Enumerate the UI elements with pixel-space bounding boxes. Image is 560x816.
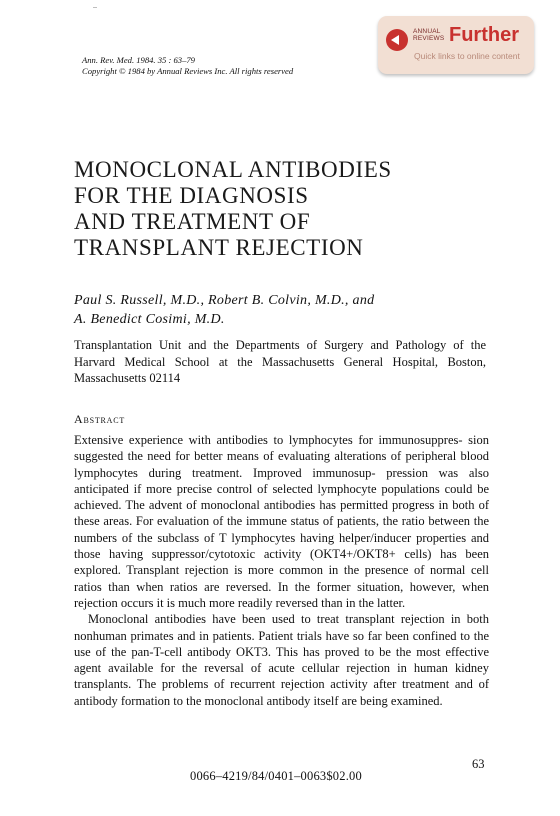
journal-citation bbox=[82, 55, 293, 77]
page-number: 63 bbox=[472, 757, 485, 771]
abstract-paragraph: Monoclonal antibodies have been used to treat transplant rejection in both nonhuman primates and in patients. Patient trials have so far been confined to the use of the pan-T-cell antibody OKT3. This has proved to be the most effective agent available for the reversal of acute cellular rejection in human kidney transplants. The problems of recurrent rejection activity after treatment and of antibody formation to the monoclonal antibody itself are being examined. bbox=[74, 612, 489, 708]
abstract-body bbox=[74, 432, 489, 709]
authors bbox=[74, 291, 374, 329]
title-line: FOR THE DIAGNOSIS bbox=[74, 183, 309, 208]
journal-line: Ann. Rev. Med. 1984. 35 : 63–79 bbox=[82, 55, 195, 65]
abstract-paragraph: Extensive experience with antibodies to lymphocytes for immunosuppres- sion suggested the need for better means of evaluating alterations of peripheral blood lymphocytes during treatment. Improved immunosup- pression was also anticipated if more precise control of selected lymphocyte populations could be achieved. The advent of monoclonal antibodies has permitted progress in both of these areas. For evaluation of the immune status of patients, the ratio between the numbers of the subclass of T lymphocytes having helper/inducer properties and those having suppressor/cytotoxic activity (OKT4+/OKT8+ cells) has been explored. Transplant rejection is more common in the presence of normal cell ratios than when ratios are reversed. In the former situation, however, when rejection occurs it is much more readily reversed than in the latter. bbox=[74, 433, 489, 610]
article-title bbox=[74, 157, 392, 261]
further-tagline: Quick links to online content bbox=[414, 51, 520, 61]
brand-bottom: REVIEWS bbox=[413, 35, 445, 42]
authors-line: Paul S. Russell, M.D., Robert B. Colvin, M.D., and bbox=[74, 293, 375, 308]
abstract-heading: Abstract bbox=[74, 412, 126, 426]
annual-reviews-wordmark bbox=[413, 28, 444, 42]
scan-mark: .. bbox=[93, 1, 97, 10]
issn-line: 0066–4219/84/0401–0063$02.00 bbox=[190, 769, 362, 783]
copyright-line: Copyright © 1984 by Annual Reviews Inc. All rights reserved bbox=[82, 66, 294, 76]
further-badge[interactable] bbox=[378, 16, 534, 74]
annual-reviews-logo-icon bbox=[386, 29, 408, 51]
title-line: AND TREATMENT OF bbox=[74, 209, 311, 234]
brand-top: ANNUAL bbox=[413, 28, 441, 35]
further-word: Further bbox=[449, 24, 519, 46]
title-line: MONOCLONAL ANTIBODIES bbox=[74, 157, 392, 182]
affiliation: Transplantation Unit and the Departments of Surgery and Pathology of the Harvard Medical School at the Massachusetts General Hospital, Boston, Massachusetts 02114 bbox=[74, 338, 486, 385]
authors-line: A. Benedict Cosimi, M.D. bbox=[74, 312, 225, 327]
title-line: TRANSPLANT REJECTION bbox=[74, 235, 364, 260]
